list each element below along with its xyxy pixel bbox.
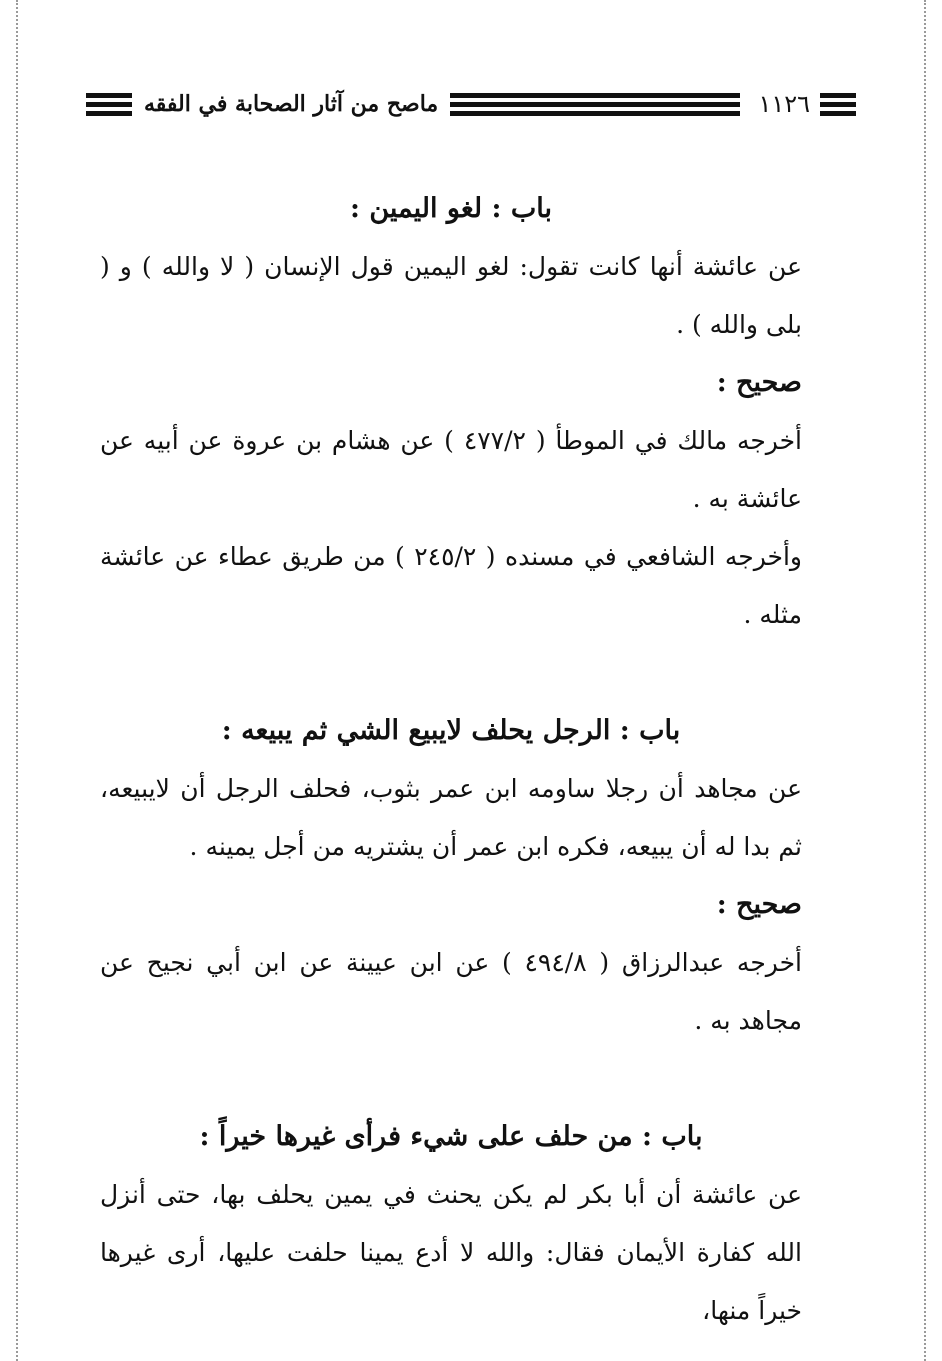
section-heading: باب : من حلف على شيء فرأى غيرها خيراً : [199, 1121, 703, 1152]
section-heading: باب : الرجل يحلف لايبيع الشي ثم يبيعه : [221, 715, 681, 746]
grading-label: صحيح : [716, 367, 802, 398]
header-rule-middle [450, 93, 740, 116]
header-rule-left [86, 93, 132, 116]
source-citation: أخرجه مالك في الموطأ ( ٤٧٧/٢ ) عن هشام بن عروة عن أبيه عن عائشة به . [100, 426, 802, 513]
page-number: ١١٢٦ [758, 90, 810, 118]
running-header [86, 86, 856, 122]
page-body [100, 180, 802, 1340]
narration-text: عن عائشة أن أبا بكر لم يكن يحنث في يمين يحلف بها، حتى أنزل الله كفارة الأيمان فقال: والله لا أدع يمينا حلفت عليها، أرى غيرها خيراً منها، [100, 1180, 802, 1325]
section-spacer [100, 1050, 802, 1108]
section-heading: باب : لغو اليمين : [349, 193, 553, 224]
section-oath-not-to-sell [100, 702, 802, 1050]
section-oath-sees-better [100, 1108, 802, 1340]
source-citation: أخرجه عبدالرزاق ( ٤٩٤/٨ ) عن ابن عيينة عن ابن أبي نجيح عن مجاهد به . [100, 948, 802, 1035]
section-spacer [100, 644, 802, 702]
source-citation: وأخرجه الشافعي في مسنده ( ٢٤٥/٢ ) من طريق عطاء عن عائشة مثله . [100, 542, 802, 629]
page-edge-right [924, 0, 926, 1361]
narration-text: عن عائشة أنها كانت تقول: لغو اليمين قول الإنسان ( لا والله ) و ( بلى والله ) . [100, 252, 802, 339]
header-rule-right [820, 93, 856, 116]
running-title: ماصح من آثار الصحابة في الفقه [144, 91, 439, 117]
grading-label: صحيح : [716, 889, 802, 920]
section-laghw-al-yamin [100, 180, 802, 644]
page-edge-left [16, 0, 18, 1361]
narration-text: عن مجاهد أن رجلا ساومه ابن عمر بثوب، فحلف الرجل أن لايبيعه، ثم بدا له أن يبيعه، فكره ابن عمر أن يشتريه من أجل يمينه . [100, 774, 802, 861]
